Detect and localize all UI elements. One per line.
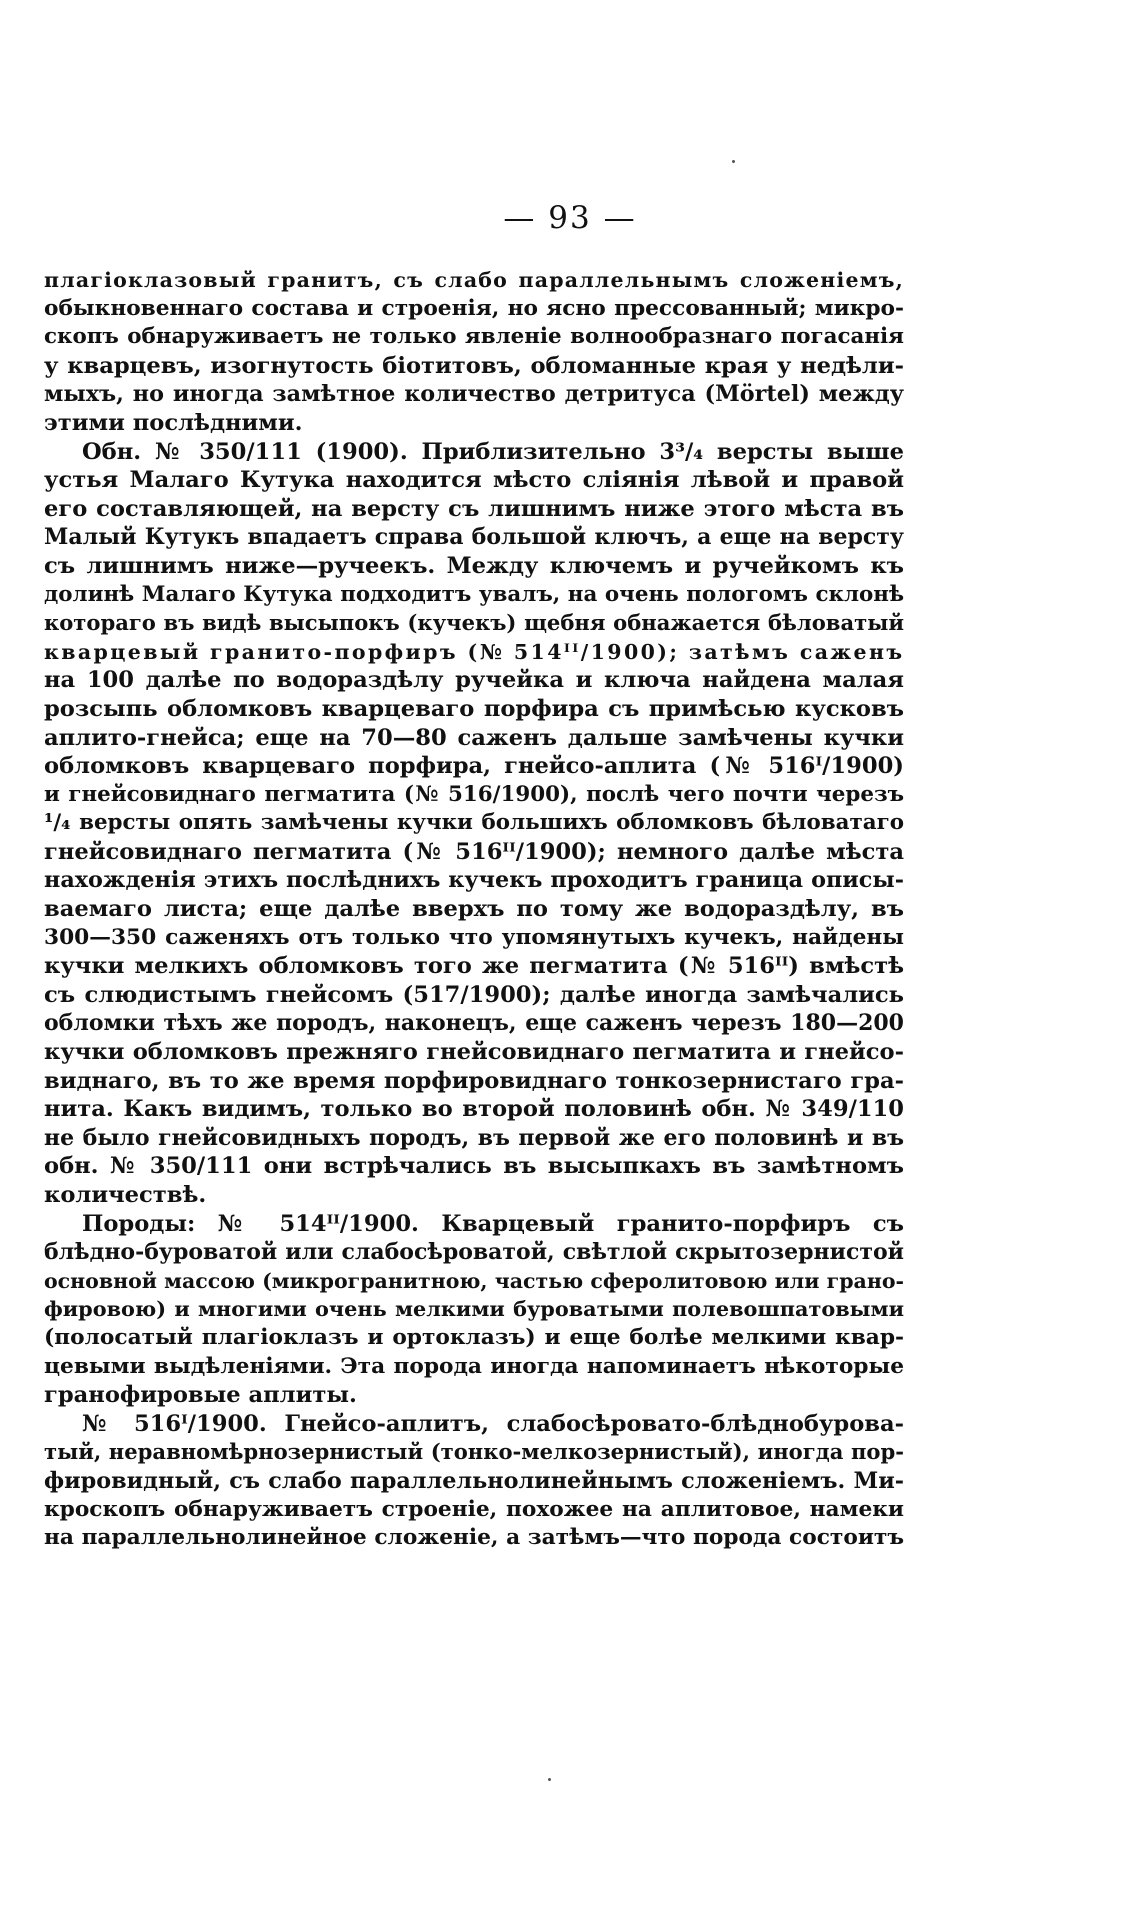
speck-top-right [732, 160, 735, 163]
text-line: ¹/₄ версты опять замѣчены кучки большихъ обломковъ бѣловатаго [44, 810, 904, 836]
text-line: основной массою (микрогранитною, частью сферолитовою или грано- [44, 1268, 904, 1293]
text-line: не было гнейсовидныхъ породъ, въ первой же его половинѣ и въ [44, 1124, 904, 1151]
text-line: цевыми выдѣленіями. Эта порода иногда напоминаетъ нѣкоторые [44, 1353, 904, 1379]
text-line: фировидный, съ слабо параллельнолинейнымъ сложеніемъ. Ми- [44, 1467, 904, 1494]
text-line: кварцевый гранито-порфиръ (№ 514ᴵᴵ/1900); затѣмъ саженъ [44, 639, 905, 664]
text-line: обн. № 350/111 они встрѣчались въ высыпкахъ въ замѣтномъ [44, 1153, 904, 1180]
text-line: тый, неравномѣрнозернистый (тонко-мелкозернистый), иногда пор- [44, 1439, 904, 1465]
text-line: нита. Какъ видимъ, только во второй половинѣ обн. № 349/110 [44, 1096, 904, 1123]
text-line: № 516ᴵ/1900. Гнейсо-аплитъ, слабосѣровато-блѣднобурова- [82, 1410, 904, 1437]
text-line: долинѣ Малаго Кутука подходитъ увалъ, на очень пологомъ склонѣ [44, 581, 904, 607]
text-line: этими послѣдними. [44, 409, 303, 436]
text-line: виднаго, въ то же время порфировиднаго тонкозернистаго гра- [44, 1067, 904, 1094]
text-line: гранофировые аплиты. [44, 1382, 357, 1409]
page-number: — 93 — [503, 200, 637, 236]
text-line: гнейсовиднаго пегматита (№ 516ᴵᴵ/1900); немного далѣе мѣста [44, 838, 904, 865]
text-line: на 100 далѣе по водораздѣлу ручейка и ключа найдена малая [44, 667, 904, 694]
text-line: кучки обломковъ прежняго гнейсовиднаго пегматита и гнейсо- [44, 1039, 904, 1066]
text-line: розсыпь обломковъ кварцеваго порфира съ примѣсью кусковъ [44, 695, 904, 722]
text-line: у кварцевъ, изогнутость біотитовъ, обломанные края у недѣли- [44, 352, 904, 379]
text-line: мыхъ, но иногда замѣтное количество детритуса (Mörtel) между [44, 381, 904, 408]
text-line: фировою) и многими очень мелкими буроватыми полевошпатовыми [44, 1296, 904, 1322]
text-line: плагіоклазовый гранитъ, съ слабо параллельнымъ сложеніемъ, [44, 268, 904, 292]
text-line: (полосатый плагіоклазъ и ортоклазъ) и еще болѣе мелкими квар- [44, 1324, 904, 1350]
text-line: устья Малаго Кутука находится мѣсто сліянія лѣвой и правой [44, 467, 904, 494]
speck-bottom [548, 1778, 551, 1781]
text-line: его составляющей, на версту съ лишнимъ ниже этого мѣста въ [44, 495, 904, 522]
text-line: и гнейсовиднаго пегматита (№ 516/1900), послѣ чего почти черезъ [44, 781, 904, 807]
text-line: скопъ обнаруживаетъ не только явленіе волнообразнаго погасанія [44, 324, 904, 350]
text-line: съ слюдистымъ гнейсомъ (517/1900); далѣе иногда замѣчались [44, 981, 904, 1008]
text-line: блѣдно-буроватой или слабосѣроватой, свѣтлой скрытозернистой [44, 1239, 904, 1266]
text-line: Породы: № 514ᴵᴵ/1900. Кварцевый гранито-порфиръ съ [82, 1210, 904, 1237]
text-line: количествѣ. [44, 1182, 207, 1208]
text-line: кроскопъ обнаруживаетъ строеніе, похожее на аплитовое, намеки [44, 1496, 904, 1522]
text-line: обыкновеннаго состава и строенія, но ясно прессованный; микро- [44, 295, 904, 321]
text-line: обломковъ кварцеваго порфира, гнейсо-аплита (№ 516ᴵ/1900) [44, 753, 904, 780]
text-line: кучки мелкихъ обломковъ того же пегматита (№ 516ᴵᴵ) вмѣстѣ [44, 953, 904, 980]
text-line: ваемаго листа; еще далѣе вверхъ по тому же водораздѣлу, въ [44, 896, 904, 923]
text-line: обломки тѣхъ же породъ, наконецъ, еще саженъ черезъ 180—200 [44, 1010, 904, 1037]
text-line: на параллельнолинейное сложеніе, а затѣмъ—что порода состоитъ [44, 1525, 904, 1551]
text-line: котораго въ видѣ высыпокъ (кучекъ) щебня обнажается бѣловатый [44, 610, 904, 636]
text-line: Малый Кутукъ впадаетъ справа большой ключъ, а еще на версту [44, 524, 904, 551]
text-line: нахожденія этихъ послѣднихъ кучекъ проходитъ граница описы- [44, 867, 904, 894]
text-line: 300—350 саженяхъ отъ только что упомянутыхъ кучекъ, найдены [44, 924, 904, 950]
text-line: аплито-гнейса; еще на 70—80 саженъ дальше замѣчены кучки [44, 724, 904, 751]
text-line: съ лишнимъ ниже—ручеекъ. Между ключемъ и ручейкомъ къ [44, 552, 904, 579]
text-line: Обн. № 350/111 (1900). Приблизительно 3³/₄ версты выше [82, 438, 904, 465]
body-text [44, 266, 904, 1553]
